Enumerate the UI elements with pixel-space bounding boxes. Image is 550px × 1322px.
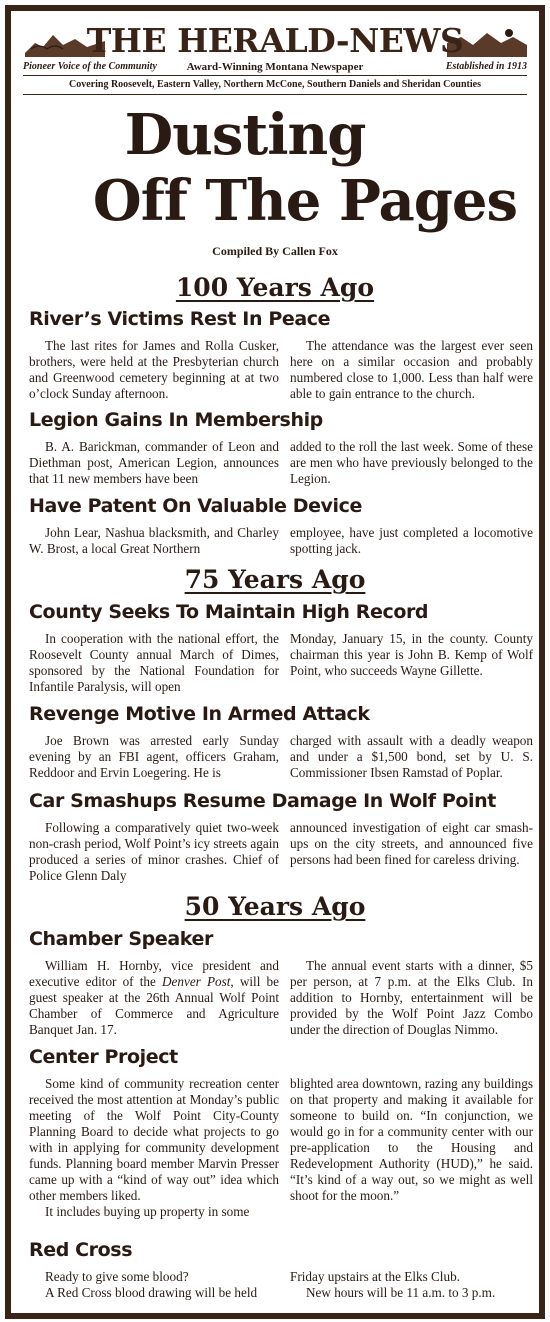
story-title: Center Project — [29, 1046, 178, 1068]
divider — [23, 75, 527, 76]
headline-line-2: Off The Pages — [92, 168, 518, 234]
story-text: New hours will be 11 a.m. to 3 p.m. — [306, 1285, 496, 1300]
headline-line-1: Dusting — [124, 102, 366, 168]
story-text: A Red Cross blood drawing will be held — [45, 1285, 258, 1300]
newspaper-title: THE HERALD-NEWS — [86, 21, 464, 60]
story-text: B. A. Barickman, commander of Leon and Diethman post, American Legion, announces that 11 new members have been — [29, 439, 279, 486]
story-column-left — [29, 631, 279, 695]
story-column-right — [290, 820, 533, 868]
story-text: charged with assault with a deadly weapon and under a $1,500 bond, set by U. S. Commissioner Ibsen Ramstad of Poplar. — [290, 733, 533, 780]
tagline-right: Established in 1913 — [445, 61, 527, 72]
story-text: Following a comparatively quiet two-week non-crash period, Wolf Point’s icy streets again produced a series of minor crashes. Chief of Police Glenn Daly — [29, 820, 279, 883]
story-text: The annual event starts with a dinner, $5 per person, at 7 p.m. at the Elks Club. In addition to Hornby, entertainment will be provided by the Wolf Point Jazz Combo under the direction of Douglas Nimmo. — [290, 958, 533, 1037]
story-text — [29, 958, 279, 1038]
story-text: employee, have just completed a locomotive spotting jack. — [290, 525, 533, 556]
story-text: Joe Brown was arrested early Sunday evening by an FBI agent, officers Graham, Reddoor and Ervin Loegering. He is — [29, 733, 279, 780]
story-title: Car Smashups Resume Damage In Wolf Point — [29, 790, 496, 812]
story-text: In cooperation with the national effort, the Roosevelt County annual March of Dimes, sponsored by the National Foundation for Infantile Paralysis, will open — [29, 631, 279, 694]
story-column-right — [290, 439, 533, 487]
tagline-center: Award-Winning Montana Newspaper — [186, 61, 364, 73]
story-column-right — [290, 338, 533, 402]
story-column-left — [29, 1076, 279, 1220]
section-heading-50: 50 Years Ago — [184, 892, 366, 921]
story-column-left — [29, 1269, 279, 1301]
story-title: Legion Gains In Membership — [29, 409, 323, 431]
story-title: Red Cross — [29, 1239, 133, 1261]
story-column-left — [29, 338, 279, 402]
story-text: Friday upstairs at the Elks Club. — [290, 1269, 460, 1284]
story-title: Have Patent On Valuable Device — [29, 495, 362, 517]
story-column-left — [29, 820, 279, 884]
tagline-left: Pioneer Voice of the Community — [23, 61, 157, 72]
story-title: Chamber Speaker — [29, 928, 213, 950]
story-text: It includes buying up property in some — [45, 1204, 250, 1219]
story-text: added to the roll the last week. Some of these are men who have previously belonged to the Legion. — [290, 439, 533, 486]
story-column-left — [29, 733, 279, 781]
story-text: Ready to give some blood? — [45, 1269, 189, 1284]
story-column-right — [290, 631, 533, 679]
story-text-part: William H. Hornby, vice president and executive editor of the — [29, 958, 279, 989]
story-column-left — [29, 439, 279, 487]
coverage-area: Covering Roosevelt, Eastern Valley, Northern McCone, Southern Daniels and Sheridan Counties — [69, 79, 481, 90]
story-text: announced investigation of eight car smash-ups on the city streets, and announced five persons had been fined for careless driving. — [290, 820, 533, 867]
story-text: Some kind of community recreation center received the most attention at Monday’s public meeting of the Wolf Point City-County Planning Board to decide what projects to go with in applying for community development funds. Planning board member Marvin Presser came up with a “kind of way out” idea which other members liked. — [29, 1076, 279, 1203]
masthead — [17, 15, 533, 105]
story-column-right — [290, 733, 533, 781]
story-column-left — [29, 525, 279, 557]
story-column-right — [290, 958, 533, 1038]
story-column-right — [290, 1076, 533, 1204]
story-column-right — [290, 525, 533, 557]
story-text: The last rites for James and Rolla Cusker, brothers, were held at the Presbyterian church and Greenwood cemetery beginning at at two o’clock Sunday afternoon. — [29, 338, 279, 401]
story-text: blighted area downtown, razing any buildings on that property and making it available for someone to build on. “In conjunction, we would go in for a community center with our pre-application to the Housing and Redevelopment Authority (HUD),” he said. “It’s kind of a way out, so we might as well shoot for the moon.” — [290, 1076, 533, 1203]
story-text: Monday, January 15, in the county. County chairman this year is John B. Kemp of Wolf Point, who succeeds Wayne Gillette. — [290, 631, 533, 678]
story-title: County Seeks To Maintain High Record — [29, 601, 429, 623]
section-heading-100: 100 Years Ago — [175, 273, 375, 302]
section-heading-75: 75 Years Ago — [184, 565, 366, 594]
byline: Compiled By Callen Fox — [212, 244, 338, 258]
divider — [23, 94, 527, 95]
story-title: Revenge Motive In Armed Attack — [29, 703, 370, 725]
page-frame — [5, 5, 545, 1319]
story-column-right — [290, 1269, 533, 1301]
story-column-left — [29, 958, 279, 1038]
story-title: River’s Victims Rest In Peace — [29, 308, 331, 330]
story-text: The attendance was the largest ever seen here on a similar occasion and probably numbered close to 1,000. Less than half were able to gain entrance to the church. — [290, 338, 533, 401]
publication-name: Denver Post — [162, 974, 231, 989]
story-text: John Lear, Nashua blacksmith, and Charley W. Brost, a local Great Northern — [29, 525, 279, 556]
story-text-part: , will be guest speaker at the 26th Annual Wolf Point Chamber of Commerce and Agriculture Banquet Jan. 17. — [29, 974, 279, 1037]
